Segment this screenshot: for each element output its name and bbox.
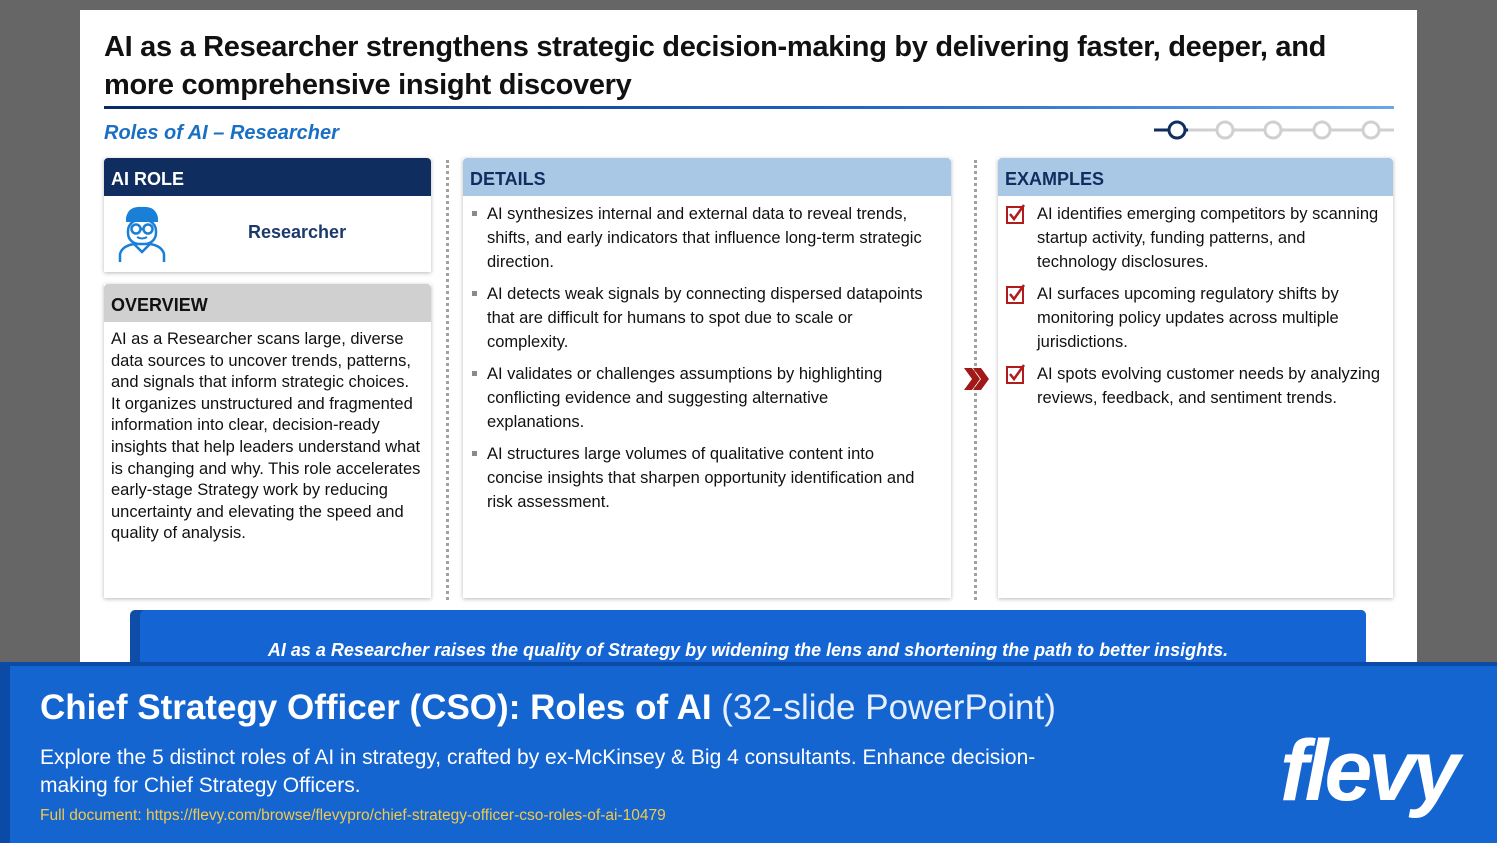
bullet-icon bbox=[472, 291, 477, 296]
checkbox-checked-icon bbox=[1006, 364, 1026, 384]
researcher-person-icon bbox=[116, 204, 168, 264]
slide bbox=[80, 10, 1417, 670]
checkbox-checked-icon bbox=[1006, 204, 1026, 224]
progress-step-3 bbox=[1265, 122, 1281, 138]
examples-item bbox=[1006, 202, 1381, 274]
examples-list bbox=[1006, 202, 1381, 418]
document-title bbox=[40, 688, 1056, 728]
banner-text: AI as a Researcher raises the quality of Strategy by widening the lens and shortening the path to better insights. bbox=[267, 640, 1229, 660]
details-header: DETAILS bbox=[463, 158, 951, 196]
progress-step-2 bbox=[1217, 122, 1233, 138]
ai-role-header: AI ROLE bbox=[104, 158, 431, 196]
document-description: Explore the 5 distinct roles of AI in strategy, crafted by ex-McKinsey & Big 4 consultants. Enhance decision-making for Chief Strategy Officers. bbox=[40, 746, 1036, 797]
details-item bbox=[463, 442, 925, 514]
document-link[interactable]: Full document: https://flevy.com/browse/flevypro/chief-strategy-officer-cso-roles-of-ai-10479 bbox=[40, 807, 666, 824]
key-takeaway-banner bbox=[130, 610, 1366, 670]
details-item bbox=[463, 362, 925, 434]
details-item-text: AI detects weak signals by connecting dispersed datapoints that are difficult for humans to spot due to scale or complexity. bbox=[487, 285, 923, 351]
bullet-icon bbox=[472, 211, 477, 216]
bullet-icon bbox=[472, 451, 477, 456]
examples-panel bbox=[998, 158, 1393, 598]
details-item bbox=[463, 202, 925, 274]
overview-header: OVERVIEW bbox=[104, 284, 431, 322]
examples-item bbox=[1006, 282, 1381, 354]
title-divider bbox=[104, 106, 1394, 109]
flevy-logo bbox=[1280, 722, 1456, 821]
document-title-main: Chief Strategy Officer (CSO): Roles of AI bbox=[40, 688, 712, 727]
flevy-logo-text: flevy bbox=[1280, 723, 1457, 819]
details-item-text: AI synthesizes internal and external data to reveal trends, shifts, and early indicators that influence long-term strategic direction. bbox=[487, 205, 922, 271]
column-divider-1 bbox=[446, 160, 449, 600]
overview-panel bbox=[104, 284, 431, 598]
checkbox-checked-icon bbox=[1006, 284, 1026, 304]
progress-step-4 bbox=[1314, 122, 1330, 138]
examples-item-text: AI surfaces upcoming regulatory shifts by monitoring policy updates across multiple jurisdictions. bbox=[1037, 285, 1339, 351]
details-item-text: AI structures large volumes of qualitative content into concise insights that sharpen opportunity identification and risk assessment. bbox=[487, 445, 915, 511]
slide-title: AI as a Researcher strengthens strategic decision-making by delivering faster, deeper, and more comprehensive insight discovery bbox=[104, 31, 1327, 101]
slide-subtitle: Roles of AI – Researcher bbox=[104, 122, 339, 144]
bullet-icon bbox=[472, 371, 477, 376]
examples-header: EXAMPLES bbox=[998, 158, 1393, 196]
document-title-format: (32-slide PowerPoint) bbox=[711, 688, 1056, 727]
ai-role-label: Researcher bbox=[248, 222, 347, 242]
progress-indicator bbox=[1154, 119, 1394, 141]
progress-step-1 bbox=[1169, 122, 1185, 138]
document-footer bbox=[0, 662, 1497, 843]
examples-item bbox=[1006, 362, 1381, 410]
ai-role-panel bbox=[104, 158, 431, 272]
details-list bbox=[463, 202, 925, 522]
progress-step-5 bbox=[1363, 122, 1379, 138]
details-panel bbox=[463, 158, 951, 598]
details-item bbox=[463, 282, 925, 354]
examples-item-text: AI identifies emerging competitors by scanning startup activity, funding patterns, and technology disclosures. bbox=[1037, 205, 1379, 271]
details-item-text: AI validates or challenges assumptions by highlighting conflicting evidence and suggesting alternative explanations. bbox=[487, 365, 883, 431]
overview-text: AI as a Researcher scans large, diverse data sources to uncover trends, patterns, and signals that inform strategic choices. It organizes unstructured and fragmented information into clear, decision-ready insights that help leaders understand what is changing and why. This role accelerates early-stage Strategy work by reducing uncertainty and elevating the speed and quality of analysis. bbox=[111, 330, 421, 543]
examples-item-text: AI spots evolving customer needs by analyzing reviews, feedback, and sentiment trends. bbox=[1037, 365, 1381, 407]
double-chevron-right-icon bbox=[962, 366, 990, 392]
